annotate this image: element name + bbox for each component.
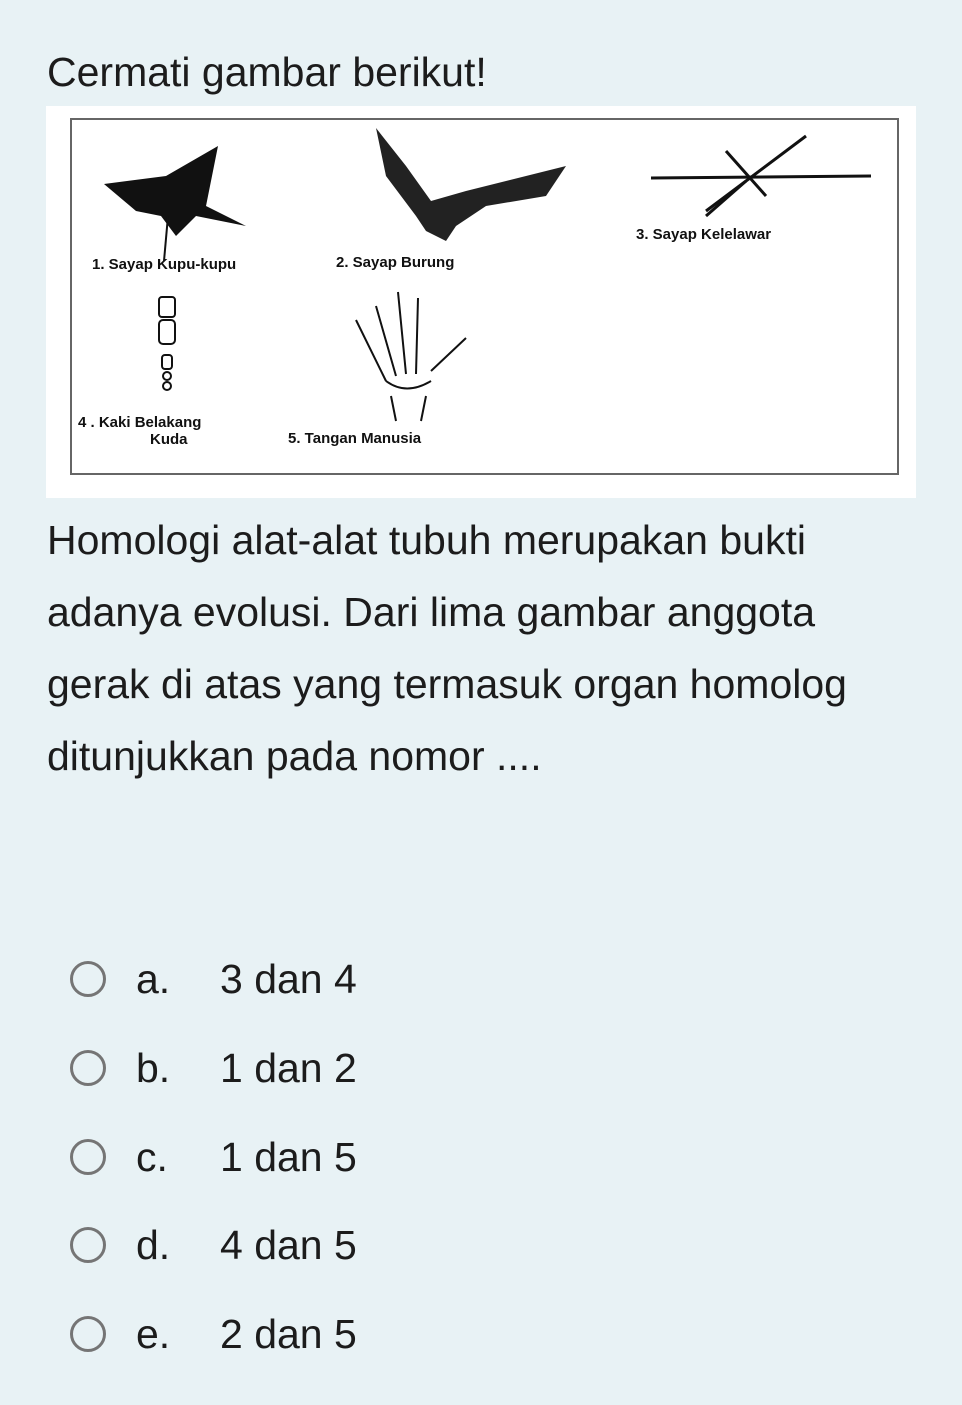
homology-figure [46, 106, 916, 498]
label-horse-leg-2: Kuda [150, 431, 188, 448]
bat-wing-drawing [651, 136, 871, 216]
label-horse-leg: 4 . Kaki Belakang [78, 414, 202, 431]
option-letter: e. [136, 1310, 171, 1357]
option-a[interactable] [70, 954, 357, 1004]
option-text: 1 dan 2 [220, 1044, 357, 1091]
option-c[interactable] [70, 1132, 357, 1182]
option-text: 3 dan 4 [220, 955, 357, 1002]
radio-button[interactable] [70, 1227, 106, 1263]
radio-button[interactable] [70, 1316, 106, 1352]
option-text: 1 dan 5 [220, 1133, 357, 1180]
label-bat-wing: 3. Sayap Kelelawar [636, 226, 772, 243]
option-text: 2 dan 5 [220, 1310, 357, 1357]
option-letter: a. [136, 955, 171, 1002]
question-heading: Cermati gambar berikut! [47, 49, 487, 95]
label-bird-wing: 2. Sayap Burung [336, 254, 455, 271]
radio-button[interactable] [70, 1139, 106, 1175]
option-e[interactable] [70, 1309, 357, 1359]
option-text: 4 dan 5 [220, 1221, 357, 1268]
radio-button[interactable] [70, 1050, 106, 1086]
option-letter: c. [136, 1133, 168, 1180]
option-letter: d. [136, 1221, 171, 1268]
option-b[interactable] [70, 1043, 357, 1093]
human-hand-drawing [356, 292, 466, 421]
label-human-hand: 5. Tangan Manusia [288, 430, 422, 447]
question-text: Homologi alat-alat tubuh merupakan bukti adanya evolusi. Dari lima gambar anggota gerak di atas yang termasuk organ homolog ditunjukkan pada nomor .... [47, 517, 847, 779]
option-letter: b. [136, 1044, 171, 1091]
option-d[interactable] [70, 1220, 357, 1270]
horse-leg-drawing [159, 297, 175, 390]
radio-button[interactable] [70, 961, 106, 997]
bird-wing-drawing [376, 128, 566, 241]
label-butterfly-wing: 1. Sayap Kupu-kupu [92, 256, 237, 273]
butterfly-wing-drawing [104, 146, 246, 261]
